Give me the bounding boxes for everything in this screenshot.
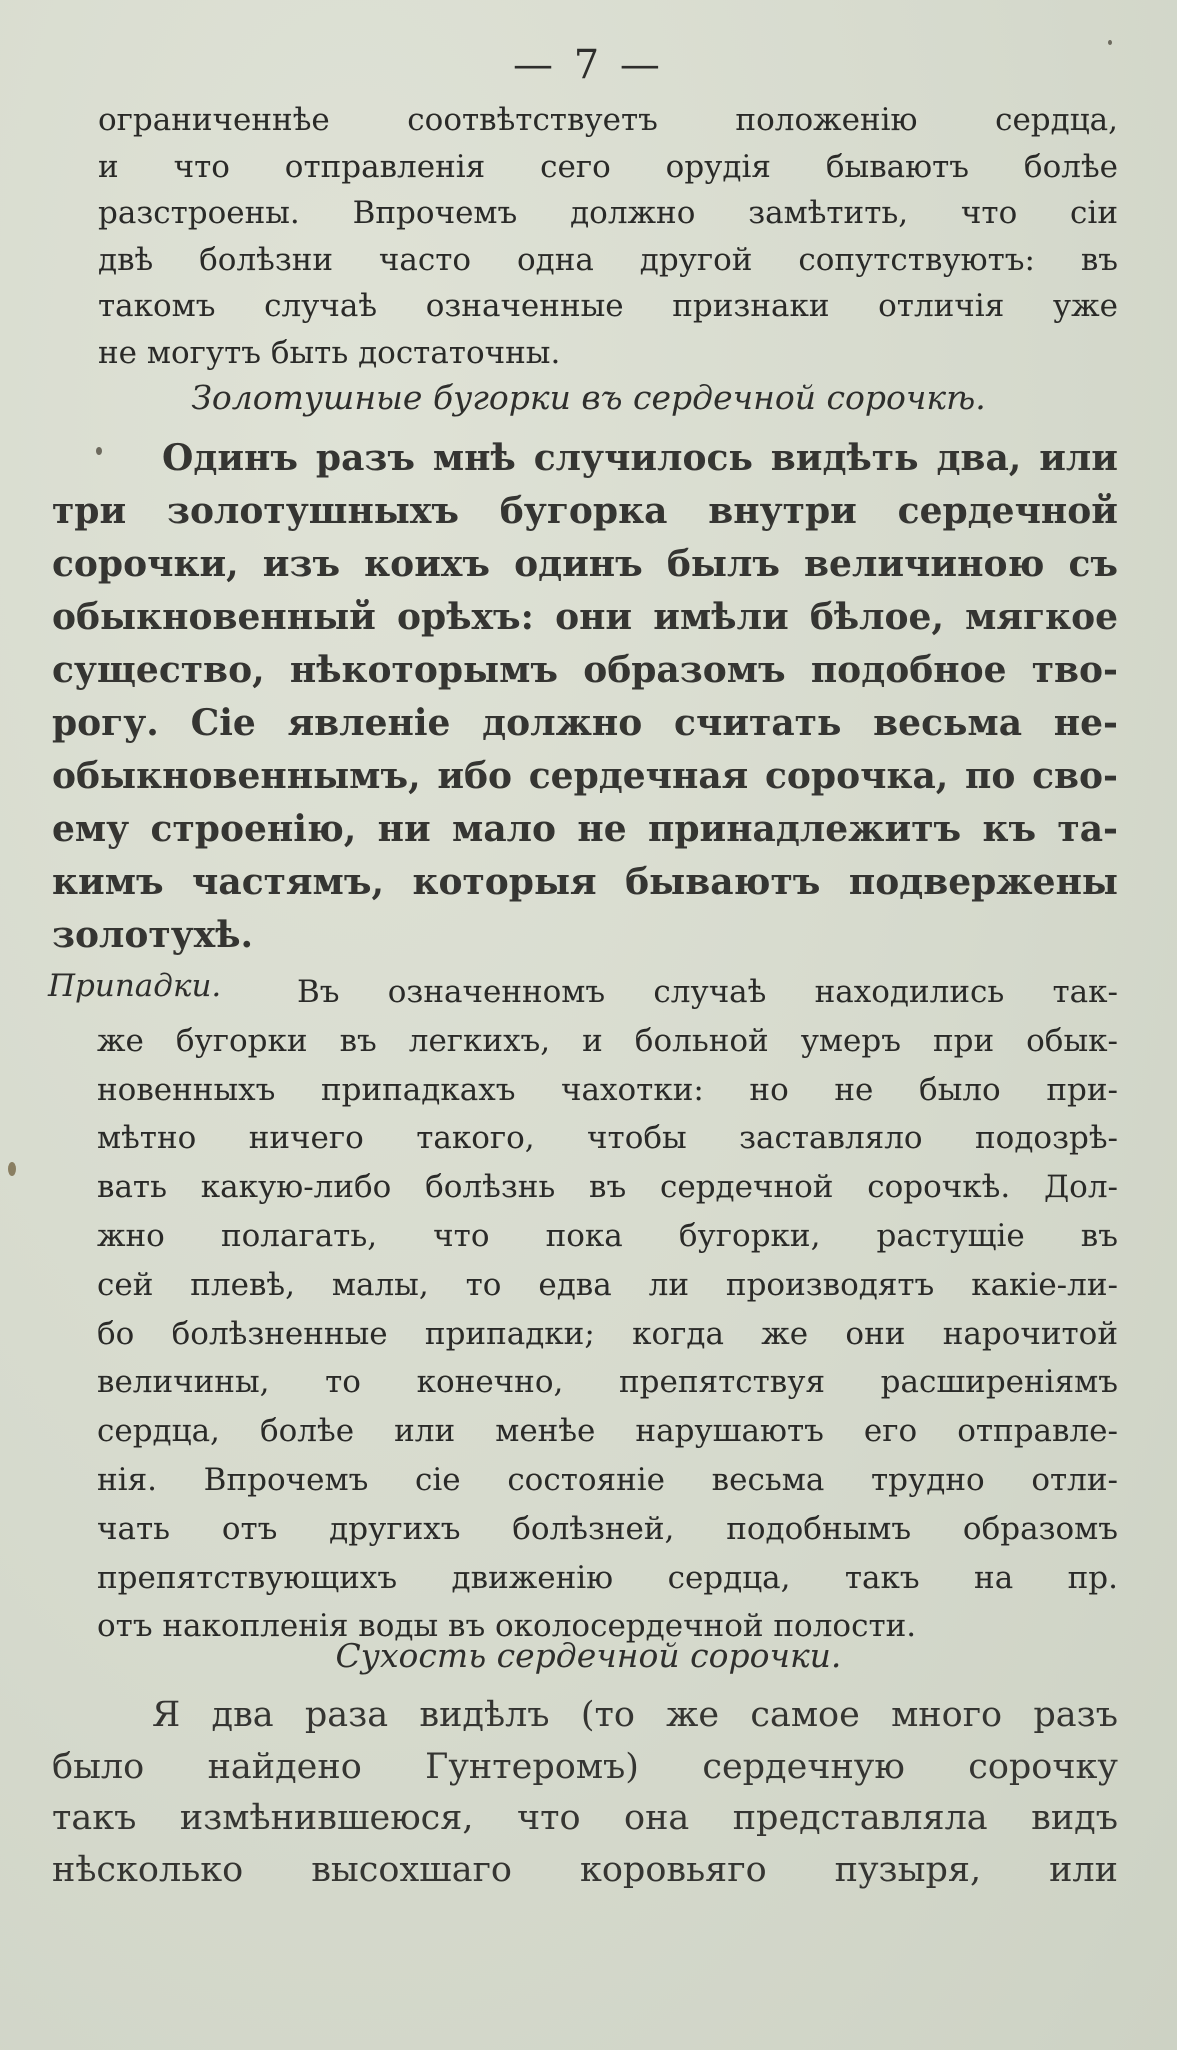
text-line: отъ накопленія воды въ околосердечной полости. xyxy=(97,1608,917,1645)
text-line: величины, то конечно, препятствуя расширеніямъ xyxy=(97,1364,1118,1401)
text-line: сей плевѣ, малы, то едва ли производятъ какіе-ли- xyxy=(97,1266,1118,1303)
text-line: жно полагать, что пока бугорки, растущіе въ xyxy=(97,1217,1118,1254)
paper-speck xyxy=(96,447,102,455)
text-line: ему строенію, ни мало не принадлежитъ къ та- xyxy=(52,808,1118,850)
text-line: разстроены. Впрочемъ должно замѣтить, что сіи xyxy=(98,195,1118,231)
text-line: нія. Впрочемъ сіе состояніе весьма трудно отли- xyxy=(97,1461,1118,1498)
text-line: сорочки, изъ коихъ одинъ былъ величиною съ xyxy=(52,543,1118,585)
paragraph-3 xyxy=(97,968,1118,1651)
text-line: Одинъ разъ мнѣ случилось видѣть два, или xyxy=(162,437,1118,479)
text-line: вать какую-либо болѣзнь въ сердечной сорочкѣ. Дол- xyxy=(97,1169,1118,1206)
page-number: — 7 — xyxy=(513,42,664,88)
section-heading-dryness: Сухость сердечной сорочки. xyxy=(335,1636,842,1675)
text-line: не могутъ быть достаточны. xyxy=(98,334,561,371)
text-line: обыкновенный орѣхъ: они имѣли бѣлое, мягкое xyxy=(52,596,1118,638)
text-line: золотухѣ. xyxy=(52,914,254,956)
text-line: Въ означенномъ случаѣ находились так- xyxy=(297,974,1118,1010)
text-line: ограниченнѣе соотвѣтствуетъ положенію сердца, xyxy=(98,102,1118,138)
text-line: было найдено Гунтеромъ) сердечную сорочку xyxy=(52,1746,1118,1787)
text-line: нѣсколько высохшаго коровьяго пузыря, или xyxy=(52,1849,1118,1890)
text-line: кимъ частямъ, которыя бываютъ подвержены xyxy=(52,861,1118,903)
paragraph-1 xyxy=(98,97,1118,376)
text-line: три золотушныхъ бугорка внутри сердечной xyxy=(52,490,1118,532)
text-line: существо, нѣкоторымъ образомъ подобное тво- xyxy=(52,649,1118,691)
paper-speck xyxy=(8,1162,16,1176)
text-line: такъ измѣнившеюся, что она представляла видъ xyxy=(52,1798,1118,1838)
text-line: препятствующихъ движенію сердца, такъ на пр. xyxy=(97,1559,1118,1596)
text-line: чать отъ другихъ болѣзней, подобнымъ образомъ xyxy=(97,1510,1118,1547)
section-heading-scrofulous-tubercles: Золотушные бугорки въ сердечной сорочкѣ. xyxy=(191,378,986,417)
paragraph-2 xyxy=(52,432,1118,962)
paragraph-4 xyxy=(52,1690,1118,1896)
text-line: обыкновеннымъ, ибо сердечная сорочка, по сво- xyxy=(52,755,1118,797)
text-line: и что отправленія сего орудія бываютъ болѣе xyxy=(98,148,1118,185)
text-line: Я два раза видѣлъ (то же самое много разъ xyxy=(152,1695,1118,1735)
paper-speck xyxy=(1108,40,1112,45)
margin-label-symptoms: Припадки. xyxy=(48,968,222,1004)
text-line: сердца, болѣе или менѣе нарушаютъ его отправле- xyxy=(97,1413,1118,1450)
text-line: двѣ болѣзни часто одна другой сопутствуютъ: въ xyxy=(98,241,1118,278)
text-line: мѣтно ничего такого, чтобы заставляло подозрѣ- xyxy=(97,1120,1118,1157)
text-line: бо болѣзненные припадки; когда же они нарочитой xyxy=(97,1315,1118,1352)
text-line: же бугорки въ легкихъ, и больной умеръ при обык- xyxy=(97,1022,1118,1059)
text-line: рогу. Сіе явленіе должно считать весьма не- xyxy=(52,702,1118,744)
text-line: новенныхъ припадкахъ чахотки: но не было при- xyxy=(97,1071,1118,1108)
text-line: такомъ случаѣ означенные признаки отличія уже xyxy=(98,288,1118,324)
